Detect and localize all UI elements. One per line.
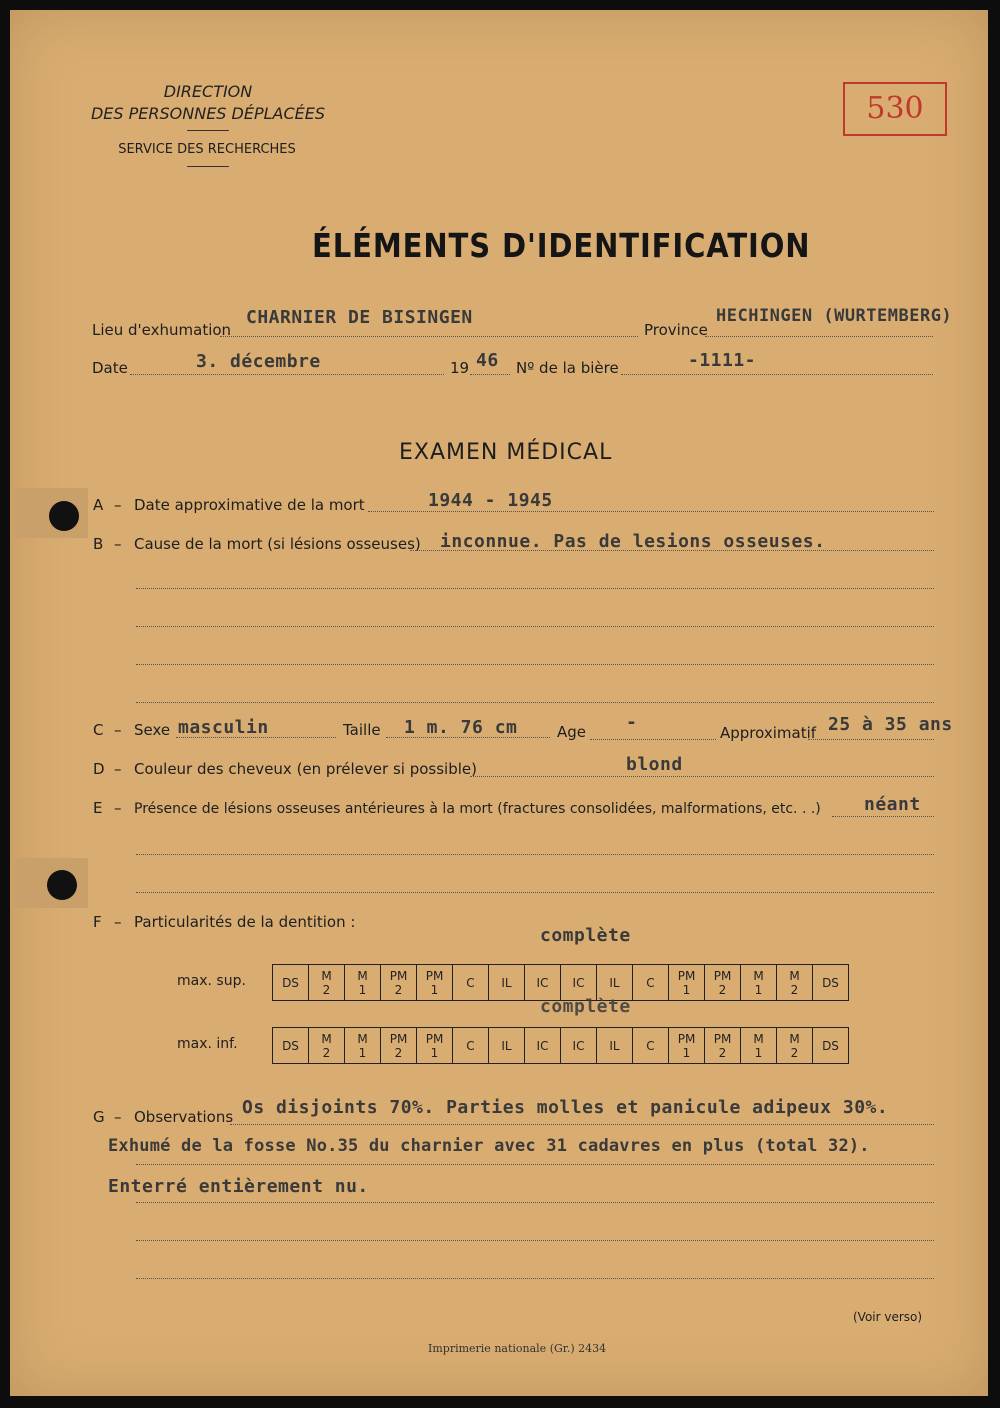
inf-tooth-cell: PM 1 — [417, 1028, 453, 1064]
field-b-value: inconnue. Pas de lesions osseuses. — [440, 531, 826, 552]
header-rule-2 — [187, 166, 229, 167]
observations-rule-4 — [136, 1240, 934, 1241]
field-e-label: Présence de lésions osseuses antérieures à la mort (fractures consolidées, malformations, etc. . .) — [134, 801, 821, 817]
sup-tooth-cell: IC — [525, 965, 561, 1001]
approx-value: 25 à 35 ans — [828, 714, 953, 735]
dentition-inf-chart — [272, 1027, 849, 1064]
province-value: HECHINGEN (WURTEMBERG) — [716, 306, 953, 326]
field-c-dash: – — [114, 721, 122, 739]
field-a-dash: – — [114, 496, 122, 514]
field-d-label: Couleur des cheveux (en prélever si possible) — [134, 760, 477, 778]
inf-tooth-cell: IL — [489, 1028, 525, 1064]
year-value: 46 — [476, 350, 499, 371]
biere-value: -1111- — [688, 350, 757, 371]
header-personnes: DES PERSONNES DÉPLACÉES — [90, 104, 326, 123]
sexe-value: masculin — [178, 717, 269, 738]
biere-dots — [621, 374, 933, 375]
observations-line-1: Os disjoints 70%. Parties molles et panicule adipeux 30%. — [242, 1097, 889, 1118]
inf-tooth-cell: PM 2 — [381, 1028, 417, 1064]
field-d-dots — [470, 776, 934, 777]
sexe-label: Sexe — [134, 721, 171, 739]
observations-rule-3 — [136, 1202, 934, 1203]
inf-tooth-cell: M 1 — [741, 1028, 777, 1064]
observations-rule-5 — [136, 1278, 934, 1279]
observations-line-2: Exhumé de la fosse No.35 du charnier avec 31 cadavres en plus (total 32). — [108, 1136, 870, 1156]
lieu-value: CHARNIER DE BISINGEN — [246, 307, 473, 328]
sup-tooth-cell: M 1 — [345, 965, 381, 1001]
sup-tooth-cell: C — [453, 965, 489, 1001]
taille-value: 1 m. 76 cm — [404, 717, 518, 738]
sup-tooth-cell: IL — [597, 965, 633, 1001]
max-inf-label: max. inf. — [177, 1036, 238, 1052]
age-label: Age — [557, 723, 587, 741]
field-g-label: Observations — [134, 1108, 234, 1126]
sup-tooth-cell: C — [633, 965, 669, 1001]
year-dots — [470, 374, 510, 375]
field-e-value: néant — [864, 794, 921, 815]
approx-label: Approximatif — [720, 724, 817, 742]
page-title: ÉLÉMENTS D'IDENTIFICATION — [312, 226, 811, 265]
inf-tooth-cell: M 2 — [777, 1028, 813, 1064]
inf-tooth-cell: M 2 — [309, 1028, 345, 1064]
date-dots — [130, 374, 444, 375]
field-b-dash: – — [114, 535, 122, 553]
dentition-sup-value: complète — [540, 925, 631, 946]
inf-tooth-cell: PM 1 — [669, 1028, 705, 1064]
age-dots — [590, 739, 716, 740]
field-f-label: Particularités de la dentition : — [134, 913, 356, 931]
field-a-value: 1944 - 1945 — [428, 490, 553, 511]
inf-tooth-cell: C — [633, 1028, 669, 1064]
record-number-stamp: 530 — [843, 82, 947, 136]
inf-tooth-cell: IC — [561, 1028, 597, 1064]
taille-label: Taille — [343, 721, 381, 739]
header-rule-1 — [187, 130, 229, 131]
field-d-value: blond — [626, 754, 683, 775]
field-c-letter: C — [93, 721, 104, 739]
field-e-line-3 — [136, 892, 934, 893]
field-a-letter: A — [93, 496, 104, 514]
inf-tooth-cell: DS — [813, 1028, 849, 1064]
sup-tooth-cell: DS — [813, 965, 849, 1001]
header-direction: DIRECTION — [163, 82, 253, 101]
field-a-label: Date approximative de la mort — [134, 496, 365, 514]
field-b-line-4 — [136, 664, 934, 665]
field-f-dash: – — [114, 913, 122, 931]
field-g-dots — [230, 1124, 934, 1125]
field-e-dash: – — [114, 799, 122, 817]
examen-title: EXAMEN MÉDICAL — [399, 440, 613, 465]
field-a-dots — [368, 511, 934, 512]
max-sup-label: max. sup. — [177, 973, 246, 989]
field-b-label: Cause de la mort (si lésions osseuses) — [134, 535, 421, 553]
province-dots — [705, 336, 933, 337]
sup-tooth-cell: PM 2 — [381, 965, 417, 1001]
approx-dots — [808, 739, 934, 740]
sup-tooth-cell: IC — [561, 965, 597, 1001]
field-b-line-2 — [136, 588, 934, 589]
lieu-label: Lieu d'exhumation — [92, 321, 232, 339]
dentition-inf-value: complète — [540, 996, 631, 1017]
punch-hole-bottom — [47, 870, 77, 900]
inf-tooth-cell: DS — [273, 1028, 309, 1064]
sup-tooth-cell: IL — [489, 965, 525, 1001]
observations-line-3: Enterré entièrement nu. — [108, 1176, 369, 1197]
field-b-letter: B — [93, 535, 104, 553]
inf-tooth-cell: M 1 — [345, 1028, 381, 1064]
sup-tooth-cell: DS — [273, 965, 309, 1001]
field-d-letter: D — [93, 760, 105, 778]
field-e-line-2 — [136, 854, 934, 855]
field-e-dots — [832, 816, 934, 817]
date-value: 3. décembre — [196, 351, 321, 372]
field-d-dash: – — [114, 760, 122, 778]
field-g-letter: G — [93, 1108, 105, 1126]
field-b-line-3 — [136, 626, 934, 627]
observations-rule-2 — [136, 1164, 934, 1165]
field-g-dash: – — [114, 1108, 122, 1126]
field-b-line-5 — [136, 702, 934, 703]
field-f-letter: F — [93, 913, 102, 931]
field-e-letter: E — [93, 799, 103, 817]
imprimerie-note: Imprimerie nationale (Gr.) 2434 — [428, 1342, 607, 1355]
lieu-dots — [220, 336, 638, 337]
punch-hole-top — [49, 501, 79, 531]
year-prefix: 19 — [450, 359, 470, 377]
inf-tooth-cell: C — [453, 1028, 489, 1064]
biere-label: Nº de la bière — [516, 359, 619, 377]
sup-tooth-cell: PM 1 — [417, 965, 453, 1001]
province-label: Province — [644, 321, 708, 339]
date-label: Date — [92, 359, 128, 377]
age-value: - — [626, 712, 638, 733]
sup-tooth-cell: M 2 — [777, 965, 813, 1001]
inf-tooth-cell: IC — [525, 1028, 561, 1064]
inf-tooth-cell: IL — [597, 1028, 633, 1064]
sup-tooth-cell: PM 2 — [705, 965, 741, 1001]
sup-tooth-cell: PM 1 — [669, 965, 705, 1001]
sup-tooth-cell: M 1 — [741, 965, 777, 1001]
inf-tooth-cell: PM 2 — [705, 1028, 741, 1064]
header-service: SERVICE DES RECHERCHES — [118, 142, 296, 157]
sup-tooth-cell: M 2 — [309, 965, 345, 1001]
voir-verso: (Voir verso) — [853, 1310, 923, 1324]
